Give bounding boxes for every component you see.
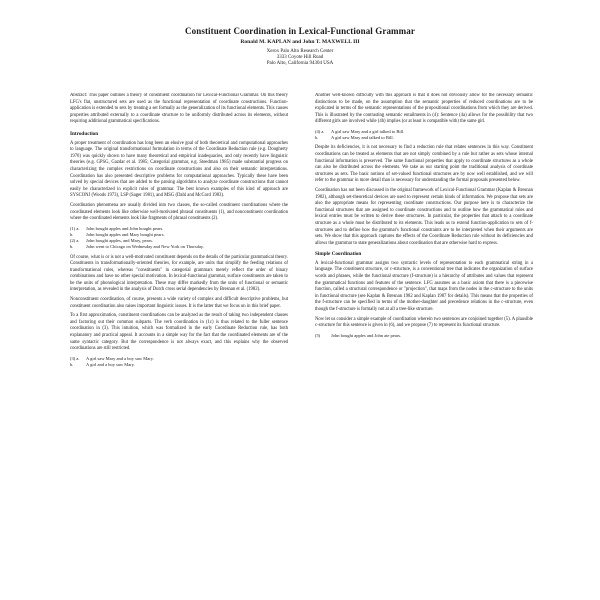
example-number: (2) a. xyxy=(70,238,80,244)
example-number: b. xyxy=(70,231,74,237)
section-heading-simple-coordination: Simple Coordination xyxy=(315,251,362,258)
example-number: b. xyxy=(70,244,74,250)
example-text: A girl saw Mary and a boy saw Mary. xyxy=(86,355,154,361)
example-text: John bought apples and Mary bought pears. xyxy=(86,231,165,237)
example-number: (5) xyxy=(315,332,321,338)
right-column xyxy=(315,93,533,593)
affiliation xyxy=(0,49,600,67)
example-text: A girl saw Mary and talked to Bill. xyxy=(331,135,394,141)
example-item xyxy=(70,244,288,250)
example-item xyxy=(70,362,288,368)
example-block xyxy=(70,226,288,251)
paragraph: Nonconstituent coordination, of course, presents a wide variety of complex and difficult descriptive problems, but constituent coordination also raises important linguistic issues. It is the latter that we focus on in this brief paper. xyxy=(70,297,288,309)
abstract: Abstract: This paper outlines a theory of constituent coordination for Lexical-Functional Grammar. On this theory LFG's flat, unstructured sets are used as the functional representation of coordinate constructions. Function-application is extended to sets by treating a set formally as the generalization of its functional elements. This causes properties attributed externally to a coordinate structure to be uniformly distributed across its elements, without requiring additional grammatical specifications. xyxy=(70,93,288,125)
paragraph: To a first approximation, constituent coordinations can be analyzed as the result of taking two independent clauses and factoring out their common subparts. The verb coordination in (1c) is thus related to the fuller sentence coordination in (3). This intuition, which was formalized in the early Coordinate Reduction rule, has both explanatory and practical appeal. It accounts in a simple way for the fact that the coordinated elements are of the same syntactic category. But the correspondence is not always exact, and this explains why the observed coordinations are still restricted. xyxy=(70,313,288,352)
example-number: b. xyxy=(315,135,319,141)
example-text: John bought apples and John bought pears. xyxy=(86,225,164,231)
example-block xyxy=(70,356,288,368)
example-number: (1) a. xyxy=(70,225,80,231)
example-number: (3) a. xyxy=(70,355,80,361)
paragraph: Coordination has not been discussed in the original framework of Lexical-Functional Grammar (Kaplan & Bresnan 1982), although set-theoretical devices are used to represent certain kinds of information. We propose that sets are also the appropriate means for representing coordinate constructions. Our purpose here is to characterize the functional structures that are assigned to coordinate constructions and to outline how the grammatical rules and lexical entries must be written to derive these structures. In particular, the properties that attach to a coordinate structure as a whole must be distributed to its elements. This leads us to extend function-application to sets of f-structures and to define how the grammar's functional constraints are to be interpreted when their arguments are sets. We show that this approach captures the effects of the Coordinate Reduction rule without its deficiencies and allows the grammar to state generalizations about coordination that are otherwise hard to express. xyxy=(315,187,533,246)
left-column xyxy=(70,93,288,593)
affiliation-line: 3333 Coyote Hill Road xyxy=(276,55,324,60)
section-heading-introduction: Introduction xyxy=(70,130,99,137)
paper-authors: Ronald M. KAPLAN and John T. MAXWELL III xyxy=(240,39,360,45)
example-item xyxy=(315,333,533,339)
example-block xyxy=(315,333,533,339)
example-text: A girl saw Mary and a girl talked to Bill. xyxy=(331,128,405,134)
example-block xyxy=(315,129,533,141)
paragraph: Another well-known difficulty with this approach is that it does not obviously allow for the necessary semantic distinctions to be made, on the assumption that the semantic properties of reduced coordinations are to be explicated in terms of the semantic representations of the propositional coordinations from which they are derived. This is illustrated by the contrasting semantic entailments in (4): Sentence (4a) allows for the possibility that two different girls are involved while (4b) implies (or at least is compatible with) the same girl. xyxy=(315,93,533,125)
example-text: John bought apples, and Mary, pears. xyxy=(86,238,153,244)
paragraph: A proper treatment of coordination has long been an elusive goal of both theoretical and computational approaches to language. The original transformational formulation in terms of the Coordinate Reduction rule (e.g. Dougherty 1970) was quickly shown to have many theoretical and empirical inadequacies, and only recently have linguistic theories (e.g. GPSG, Gazdar et al. 1985; Categorial grammar, e.g. Steedman 1985) made substantial progress on characterizing the complex restrictions on coordinate constructions and also on their semantic interpretations. Coordination has also presented descriptive problems for computational approaches. Typically these have been solved by special devices that are added to the parsing algorithms to analyze coordinate constructions that cannot easily be characterized in explicit rules of grammar. The best known examples of this kind of approach are SYSCONJ (Woods 1973), LSP (Sager 1981), and MSG (Dahl and McCord 1983). xyxy=(70,140,288,199)
example-number: b. xyxy=(70,362,74,368)
affiliation-line: Palo Alto, California 94304 USA xyxy=(266,61,334,66)
affiliation-line: Xerox Palo Alto Research Center xyxy=(266,49,334,54)
example-item xyxy=(315,135,533,141)
paper-title: Constituent Coordination in Lexical-Functional Grammar xyxy=(185,26,415,36)
paragraph: A lexical-functional grammar assigns two syntactic levels of representation to each grammatical string in a language. The constituent structure, or c-structure, is a conventional tree that indicates the organization of surface words and phrases, while the functional structure (f-structure) is a hierarchy of attributes and values that represent the grammatical functions and features of the sentence. LFG assumes as a basic axiom that there is a piecewise function, called a structural correspondence or "projection", that maps from the nodes in the c-structure to the units in functional structure (see Kaplan & Bresnan 1982 and Kaplan 1987 for details). This means that the properties of the f-structure can be specified in terms of the mother-daughter and precedence relations in the c-structure, even though the f-structure is formally not at all a tree-like structure. xyxy=(315,260,533,313)
paragraph: Of course, what is or is not a well-motivated constituent depends on the details of the particular grammatical theory. Constituents in transformationally-oriented theories, for example, are units that simplify the feeding relations of transformational rules, whereas "constituents" in categorial grammars merely reflect the order of binary combinations and have no other special motivation. In lexical-functional grammar, surface constituents are taken to be the units of phonological interpretation. These may differ markedly from the units of functional or semantic interpretation, as revealed in the analysis of Dutch cross serial dependencies by Bresnan et al. (1982). xyxy=(70,254,288,293)
example-text: A girl and a boy saw Mary. xyxy=(86,362,135,368)
example-number: (4) a. xyxy=(315,128,325,134)
example-text: John went to Chicago on Wednesday and New York on Thursday. xyxy=(86,244,204,250)
paragraph: Coordination phenomena are usually divided into two classes, the so-called constituent coordinations where the coordinated elements look like otherwise well-motivated phrasal constituents (1), and nonconstituent coordination where the coordinated elements look like fragments of phrasal constituents (2). xyxy=(70,202,288,222)
paragraph: Now let us consider a simple example of coordination wherein two sentences are conjoined together (5). A plausible c-structure for this sentence is given in (6), and we propose (7) to represent its functional structure. xyxy=(315,316,533,329)
paragraph: Despite its deficiencies, it is not necessary to find a reduction rule that relates sentences in this way. Constituent coordinations can be treated as elements that are not simply combined by a rule but rather as sets whose internal functional information is preserved. The same functional properties that apply to coordinate structures as a whole can also be distributed across the elements. We take as our starting point the traditional analysis of coordinate structures as sets. The basic notions of set-valued functional structures are by now well established, and we will refer to the grammar in more detail than is necessary for understanding the formal proposals presented below. xyxy=(315,145,533,184)
example-text: John bought apples and John ate pears. xyxy=(331,332,402,338)
